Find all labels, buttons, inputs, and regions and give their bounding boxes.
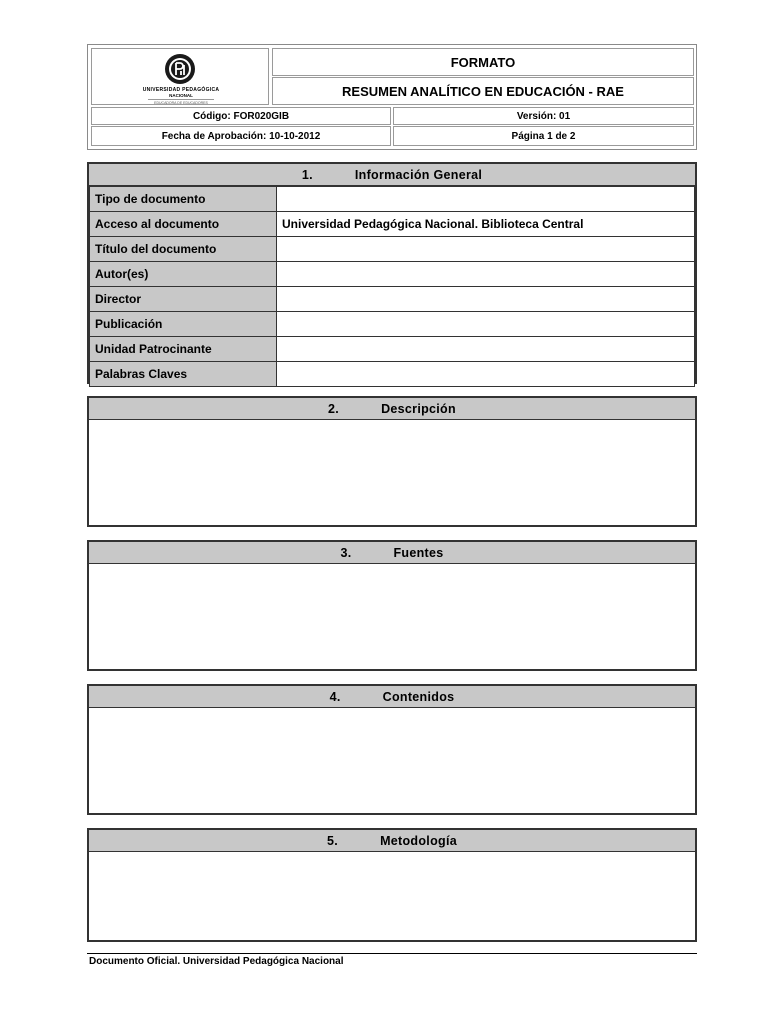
section-2-content[interactable] — [89, 420, 695, 524]
document-header — [87, 44, 697, 150]
info-row — [90, 187, 695, 212]
info-row — [90, 337, 695, 362]
info-row — [90, 287, 695, 312]
logo-cell — [91, 48, 269, 105]
formato-cell — [272, 48, 694, 76]
version-cell — [393, 107, 694, 125]
section-5-header — [89, 830, 695, 852]
section-3-content[interactable] — [89, 564, 695, 668]
info-row-label: Director — [90, 287, 277, 312]
section-4-content[interactable] — [89, 708, 695, 812]
section-4-number: 4. — [329, 689, 341, 704]
section-5-title: Metodología — [380, 833, 457, 848]
section-3-header — [89, 542, 695, 564]
codigo-text: Código: FOR020GIB — [192, 110, 290, 122]
section-1-header — [89, 164, 695, 186]
info-row — [90, 212, 695, 237]
pagina-text: Página 1 de 2 — [511, 130, 576, 142]
info-row-label: Publicación — [90, 312, 277, 337]
section-1-number: 1. — [301, 167, 313, 182]
fecha-text: Fecha de Aprobación: 10-10-2012 — [161, 130, 321, 142]
footer-text: Documento Oficial. Universidad Pedagógica Nacional — [89, 956, 344, 967]
info-row-value[interactable] — [277, 312, 695, 337]
section-3-title: Fuentes — [393, 545, 444, 560]
info-row-value[interactable] — [277, 362, 695, 387]
section-4-header — [89, 686, 695, 708]
info-row-label: Acceso al documento — [90, 212, 277, 237]
university-logo-icon — [164, 53, 196, 85]
info-row-label: Título del documento — [90, 237, 277, 262]
logo-text-line3: EDUCADORA DE EDUCADORES — [148, 99, 214, 106]
fecha-cell — [91, 126, 391, 146]
info-row — [90, 262, 695, 287]
document-title-cell — [272, 77, 694, 105]
info-row — [90, 362, 695, 387]
codigo-cell — [91, 107, 391, 125]
footer-rule — [87, 953, 697, 954]
pagina-cell — [393, 126, 694, 146]
info-row-label: Autor(es) — [90, 262, 277, 287]
info-row-label: Tipo de documento — [90, 187, 277, 212]
section-5-content[interactable] — [89, 852, 695, 939]
info-row-value[interactable] — [277, 262, 695, 287]
section-2-number: 2. — [328, 401, 340, 416]
section-2-title: Descripción — [381, 401, 456, 416]
info-row — [90, 237, 695, 262]
document-title: RESUMEN ANALÍTICO EN EDUCACIÓN - RAE — [342, 83, 624, 99]
info-table — [89, 186, 695, 387]
info-row-label: Palabras Claves — [90, 362, 277, 387]
section-1-title: Información General — [354, 167, 483, 182]
section-contenidos — [87, 684, 697, 815]
info-row-value[interactable] — [277, 237, 695, 262]
section-5-number: 5. — [327, 833, 339, 848]
section-3-number: 3. — [340, 545, 352, 560]
section-4-title: Contenidos — [382, 689, 455, 704]
section-fuentes — [87, 540, 697, 671]
info-row-value[interactable] — [277, 287, 695, 312]
section-2-header — [89, 398, 695, 420]
version-text: Versión: 01 — [516, 110, 571, 122]
logo-text-line2: NACIONAL — [169, 93, 193, 98]
info-row-value[interactable]: Universidad Pedagógica Nacional. Biblioteca Central — [277, 212, 695, 237]
section-informacion-general — [87, 162, 697, 384]
info-row — [90, 312, 695, 337]
info-row-label: Unidad Patrocinante — [90, 337, 277, 362]
logo-text-line1: UNIVERSIDAD PEDAGÓGICA — [142, 87, 220, 93]
formato-label: FORMATO — [450, 54, 516, 70]
section-metodologia — [87, 828, 697, 942]
info-row-value[interactable] — [277, 337, 695, 362]
section-descripcion — [87, 396, 697, 527]
info-row-value[interactable] — [277, 187, 695, 212]
